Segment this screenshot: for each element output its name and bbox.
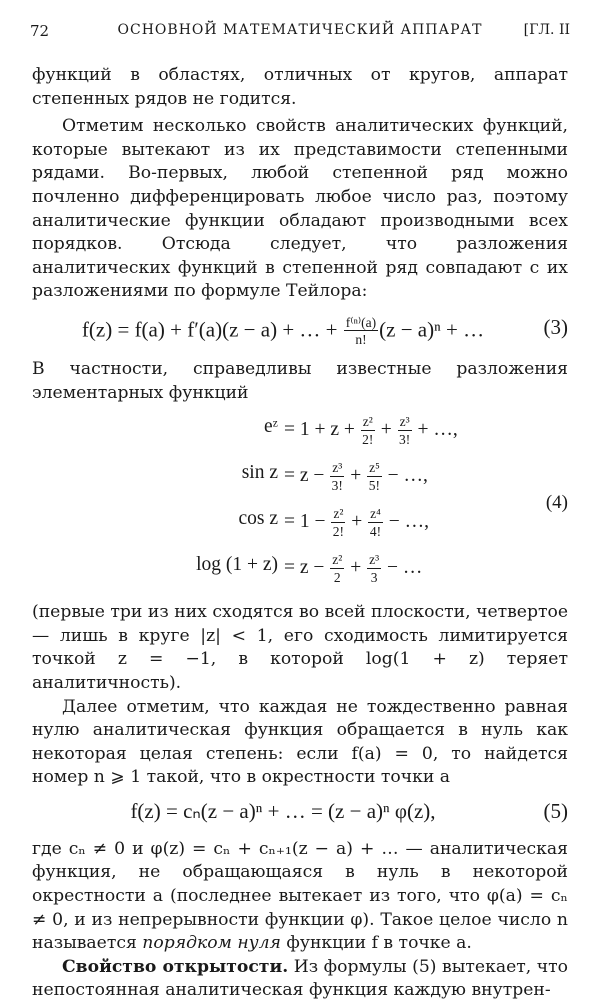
eq4-row4-mid: + — [345, 557, 367, 579]
eq5-body: f(z) = cₙ(z − a)ⁿ + … = (z − a)ⁿ φ(z), — [130, 798, 436, 823]
eq4-row-cos — [32, 497, 568, 543]
page-body — [32, 64, 568, 1003]
eq4-row4-frac1 — [330, 553, 344, 584]
eq3-number: (3) — [543, 314, 568, 339]
eq4-row3-end: − …, — [383, 511, 429, 533]
eq4-row3-frac1-num: z² — [333, 506, 344, 522]
eq4-row4-frac1-num: z² — [332, 552, 343, 568]
eq4-row2-frac1-num: z³ — [332, 460, 343, 476]
eq4-row1-frac1 — [361, 415, 375, 446]
eq4-row2-frac2-num: z⁵ — [369, 460, 380, 476]
section-heading-openness: Свойство открытости. — [62, 956, 289, 977]
eq4-row3-a: = 1 − — [284, 511, 331, 533]
eq4-row2-end: − …, — [382, 465, 428, 487]
equation-4-system — [32, 405, 568, 601]
paragraph-6-text-a: где cₙ ≠ 0 и φ(z) = cₙ + cₙ₊₁(z − a) + … — аналитическая функция, не обращающаяся в нуль в некоторой окрестности a (последнее вытекает из того, что φ(a) = cₙ ≠ 0, и из непрерывности функции φ). Такое целое число n называется — [32, 838, 568, 954]
eq4-row3-frac2-num: z⁴ — [370, 506, 381, 522]
eq4-row1-frac2 — [398, 415, 412, 446]
eq4-row3-frac1 — [331, 507, 345, 538]
equation-5 — [32, 792, 568, 836]
eq4-row2-rhs — [284, 461, 428, 492]
term-order-of-zero: порядком нуля — [142, 933, 281, 954]
eq4-row4-frac2-num: z³ — [369, 552, 380, 568]
eq4-row-sin — [32, 451, 568, 497]
eq4-row1-end: + …, — [412, 419, 458, 441]
eq4-row3-rhs — [284, 507, 429, 538]
eq3-fraction — [344, 316, 378, 347]
eq4-row2-frac1-den: 3! — [331, 477, 343, 493]
eq3-frac-denominator: n! — [355, 332, 367, 348]
paragraph-2: Отметим несколько свойств аналитических функций, которые вытекают из их представимости степенными рядами. Во-первых, любой степенной ряд можно почленно дифференцировать любое число раз, поэтому аналитические функции обладают производными всех порядков. Отсюда следует, что разложения аналитических функций в степенной ряд совпадают с их разложениями по формуле Тейлора: — [32, 116, 568, 302]
equation-3 — [32, 306, 568, 356]
paragraph-1: функций в областях, отличных от кругов, аппарат степенных рядов не годится. — [32, 65, 568, 109]
eq4-row4-lhs: log (1 + z) — [196, 554, 278, 576]
eq4-row1-rhs — [284, 415, 458, 446]
eq4-number: (4) — [545, 492, 568, 514]
eq4-row3-lhs: cos z — [238, 508, 278, 530]
paragraph-6-text-b: функции f в точке a. — [280, 933, 472, 954]
eq4-row3-mid: + — [346, 511, 368, 533]
eq4-row4-frac1-den: 2 — [333, 569, 341, 585]
page-number: 72 — [30, 22, 50, 40]
eq4-row1-lhs: eᶻ — [264, 416, 278, 438]
eq4-row4-frac2 — [367, 553, 381, 584]
eq4-row3-frac2 — [368, 507, 383, 538]
eq4-row1-frac1-num: z² — [362, 414, 373, 430]
eq4-row3-frac1-den: 2! — [332, 523, 345, 539]
eq4-row-exp — [32, 405, 568, 451]
eq4-row4-a: = z − — [284, 557, 330, 579]
eq4-row1-mid: + — [375, 419, 397, 441]
paragraph-6 — [32, 838, 568, 956]
eq4-row2-mid: + — [345, 465, 367, 487]
eq4-row2-a: = z − — [284, 465, 330, 487]
eq4-row1-a: = 1 + z + — [284, 419, 360, 441]
eq3-frac-numerator: f⁽ⁿ⁾(a) — [345, 314, 377, 330]
running-title: ОСНОВНОЙ МАТЕМАТИЧЕСКИЙ АППАРАТ — [117, 22, 483, 38]
eq4-row1-frac1-den: 2! — [362, 431, 374, 447]
chapter-label: [ГЛ. II — [523, 22, 570, 38]
eq3-lhs: f(z) = f(a) + f′(a)(z − a) + … + — [81, 317, 343, 342]
eq4-row3-frac2-den: 4! — [369, 523, 382, 539]
eq3-rhs: (z − a)ⁿ + … — [379, 317, 485, 342]
eq4-row4-rhs — [284, 553, 422, 584]
paragraph-3: В частности, справедливы известные разложения элементарных функций — [32, 358, 568, 403]
eq4-row4-frac2-den: 3 — [370, 569, 378, 585]
page-header — [30, 22, 570, 46]
eq5-number: (5) — [543, 798, 568, 823]
paragraph-7-text: Из формулы (5) вытекает, что непостоянная аналитическая функция каждую внутрен- — [32, 956, 569, 1001]
paragraph-4: (первые три из них сходятся во всей плоскости, четвертое — лишь в круге |z| < 1, его сходимость лимитируется точкой z = −1, в которой log(1 + z) теряет аналитичность). — [32, 602, 568, 693]
eq4-row1-frac2-den: 3! — [398, 431, 411, 447]
eq4-row2-frac1 — [330, 461, 344, 492]
eq4-row2-lhs: sin z — [241, 462, 278, 484]
eq4-row2-frac2 — [367, 461, 382, 492]
paragraph-5: Далее отметим, что каждая не тождественно равная нулю аналитическая функция обращается в нуль как некоторая целая степень: если f(a) = 0, то найдется номер n ⩾ 1 такой, что в окрестности точки a — [32, 696, 568, 788]
eq4-row4-end: − … — [382, 557, 423, 579]
eq4-row2-frac2-den: 5! — [368, 477, 381, 493]
paragraph-7 — [32, 956, 568, 1003]
eq4-row1-frac2-num: z³ — [399, 414, 410, 430]
eq4-row-log — [32, 543, 568, 589]
